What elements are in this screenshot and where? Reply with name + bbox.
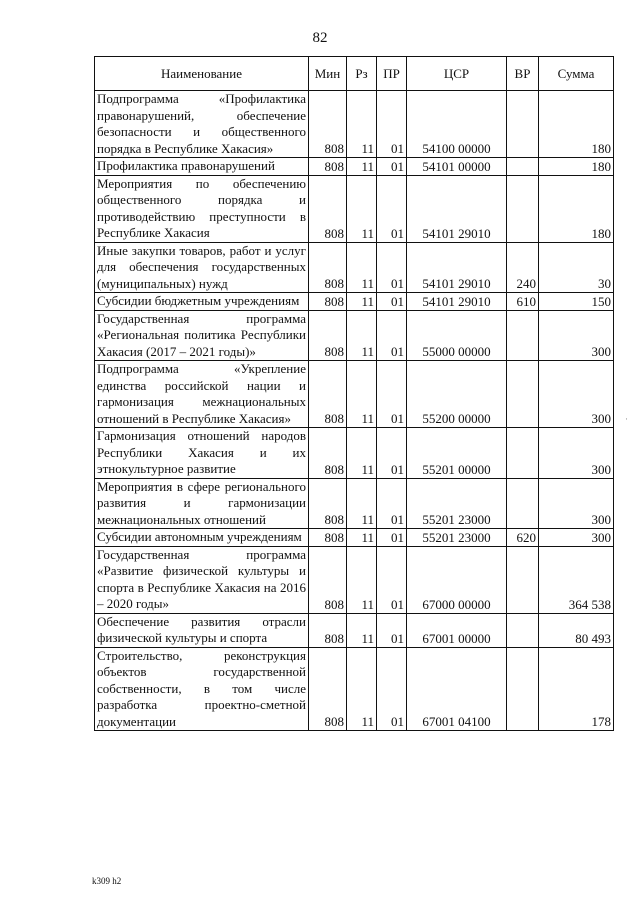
cell-sum: 300: [539, 529, 614, 547]
cell-csr: 67000 00000: [407, 546, 507, 613]
cell-name: Иные закупки товаров, работ и услуг для обеспечения государственных (муниципальных) нужд: [95, 242, 309, 293]
cell-sum: 300: [539, 428, 614, 479]
cell-csr: 54101 29010: [407, 175, 507, 242]
cell-min: 808: [309, 158, 347, 176]
cell-csr: 55201 23000: [407, 478, 507, 529]
cell-rz: 11: [347, 613, 377, 647]
cell-name: Мероприятия по обеспечению общественного порядка и противодействию преступности в Республике Хакасия: [95, 175, 309, 242]
cell-name: Обеспечение развития отрасли физической культуры и спорта: [95, 613, 309, 647]
cell-csr: 55201 23000: [407, 529, 507, 547]
cell-name: Государственная программа «Региональная политика Республики Хакасия (2017 – 2021 годы)»: [95, 310, 309, 361]
header-vr: ВР: [507, 57, 539, 91]
cell-pr: 01: [377, 91, 407, 158]
cell-name: Подпрограмма «Профилактика правонарушений, обеспечение безопасности и общественного порядка в Республике Хакасия»: [95, 91, 309, 158]
cell-sum: 178: [539, 647, 614, 731]
cell-rz: 11: [347, 175, 377, 242]
header-name: Наименование: [95, 57, 309, 91]
cell-csr: 67001 04100: [407, 647, 507, 731]
cell-csr: 55200 00000: [407, 361, 507, 428]
cell-min: 808: [309, 529, 347, 547]
cell-pr: 01: [377, 361, 407, 428]
table-row: [95, 613, 614, 647]
cell-name: Подпрограмма «Укрепление единства российской нации и гармонизация межнациональных отношений в Республике Хакасия»: [95, 361, 309, 428]
page-number: 82: [312, 30, 328, 46]
cell-rz: 11: [347, 478, 377, 529]
cell-sum: 30: [539, 242, 614, 293]
table-row: [95, 647, 614, 731]
cell-sum: 80 493: [539, 613, 614, 647]
cell-vr: [507, 613, 539, 647]
cell-vr: 610: [507, 293, 539, 311]
footer-code: k309 h2: [92, 876, 122, 886]
cell-rz: 11: [347, 293, 377, 311]
cell-name: Профилактика правонарушений: [95, 158, 309, 176]
header-min: Мин: [309, 57, 347, 91]
cell-name: Государственная программа «Развитие физической культуры и спорта в Республике Хакасия на 2016 – 2020 годы»: [95, 546, 309, 613]
cell-vr: [507, 91, 539, 158]
table-row: [95, 293, 614, 311]
cell-min: 808: [309, 242, 347, 293]
cell-pr: 01: [377, 158, 407, 176]
cell-sum: 180: [539, 175, 614, 242]
cell-pr: 01: [377, 242, 407, 293]
header-pr: ПР: [377, 57, 407, 91]
header-csr: ЦСР: [407, 57, 507, 91]
table-row: [95, 310, 614, 361]
table-row: [95, 478, 614, 529]
cell-sum: 300: [539, 310, 614, 361]
table-row: [95, 529, 614, 547]
cell-pr: 01: [377, 293, 407, 311]
table-row: [95, 91, 614, 158]
cell-min: 808: [309, 428, 347, 479]
cell-min: 808: [309, 613, 347, 647]
cell-pr: 01: [377, 175, 407, 242]
cell-rz: 11: [347, 529, 377, 547]
table-row: [95, 428, 614, 479]
budget-table: [94, 56, 614, 731]
cell-min: 808: [309, 310, 347, 361]
cell-name: Субсидии автономным учреждениям: [95, 529, 309, 547]
cell-rz: 11: [347, 361, 377, 428]
cell-rz: 11: [347, 428, 377, 479]
cell-min: 808: [309, 546, 347, 613]
header-rz: Рз: [347, 57, 377, 91]
cell-sum: 150: [539, 293, 614, 311]
cell-name: Мероприятия в сфере регионального развития и гармонизации межнациональных отношений: [95, 478, 309, 529]
cell-pr: 01: [377, 546, 407, 613]
table-header-row: [95, 57, 614, 91]
table-row: [95, 158, 614, 176]
edge-mark: ·: [625, 414, 628, 424]
cell-rz: 11: [347, 647, 377, 731]
table-row: [95, 175, 614, 242]
cell-csr: 67001 00000: [407, 613, 507, 647]
cell-csr: 55201 00000: [407, 428, 507, 479]
cell-pr: 01: [377, 478, 407, 529]
cell-vr: [507, 158, 539, 176]
cell-min: 808: [309, 647, 347, 731]
cell-csr: 54101 29010: [407, 242, 507, 293]
header-sum: Сумма: [539, 57, 614, 91]
cell-min: 808: [309, 91, 347, 158]
table-row: [95, 242, 614, 293]
cell-sum: 180: [539, 158, 614, 176]
cell-vr: [507, 175, 539, 242]
cell-rz: 11: [347, 310, 377, 361]
cell-csr: 54101 00000: [407, 158, 507, 176]
cell-vr: [507, 647, 539, 731]
cell-sum: 180: [539, 91, 614, 158]
cell-vr: [507, 478, 539, 529]
cell-rz: 11: [347, 91, 377, 158]
cell-rz: 11: [347, 242, 377, 293]
cell-sum: 364 538: [539, 546, 614, 613]
cell-name: Субсидии бюджетным учреждениям: [95, 293, 309, 311]
cell-min: 808: [309, 361, 347, 428]
table-row: [95, 361, 614, 428]
cell-name: Строительство, реконструкция объектов государственной собственности, в том числе разработка проектно-сметной документации: [95, 647, 309, 731]
cell-csr: 55000 00000: [407, 310, 507, 361]
cell-min: 808: [309, 478, 347, 529]
table-row: [95, 546, 614, 613]
cell-pr: 01: [377, 647, 407, 731]
cell-rz: 11: [347, 546, 377, 613]
cell-min: 808: [309, 293, 347, 311]
cell-vr: [507, 546, 539, 613]
cell-vr: [507, 428, 539, 479]
cell-pr: 01: [377, 428, 407, 479]
cell-vr: 240: [507, 242, 539, 293]
cell-csr: 54100 00000: [407, 91, 507, 158]
cell-pr: 01: [377, 310, 407, 361]
cell-vr: 620: [507, 529, 539, 547]
cell-sum: 300: [539, 478, 614, 529]
cell-rz: 11: [347, 158, 377, 176]
cell-vr: [507, 310, 539, 361]
cell-vr: [507, 361, 539, 428]
cell-min: 808: [309, 175, 347, 242]
cell-pr: 01: [377, 613, 407, 647]
cell-csr: 54101 29010: [407, 293, 507, 311]
cell-sum: 300: [539, 361, 614, 428]
cell-name: Гармонизация отношений народов Республики Хакасия и их этнокультурное развитие: [95, 428, 309, 479]
cell-pr: 01: [377, 529, 407, 547]
